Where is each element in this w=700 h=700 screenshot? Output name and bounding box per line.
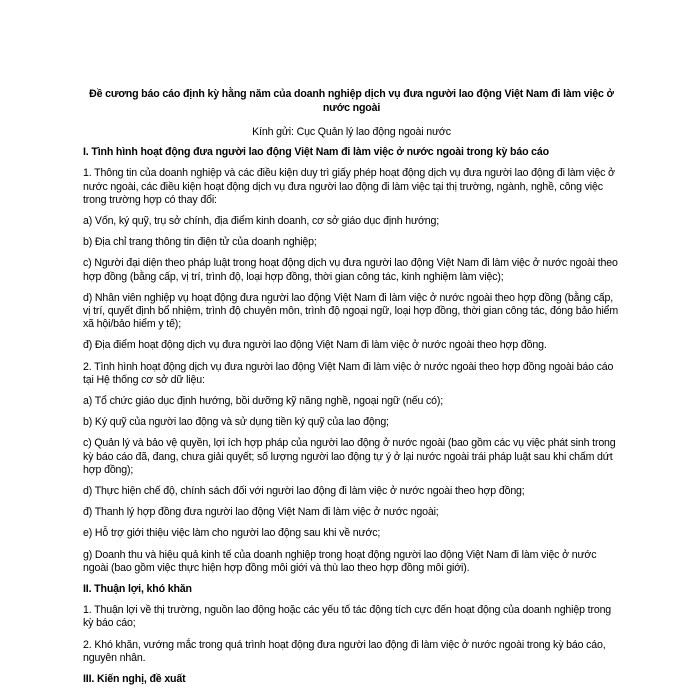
section-heading: I. Tình hình hoạt động đưa người lao động Việt Nam đi làm việc ở nước ngoài trong kỳ báo cáo: [83, 146, 549, 159]
section-heading: II. Thuận lợi, khó khăn: [83, 583, 192, 596]
paragraph: 2. Khó khăn, vướng mắc trong quá trình hoạt động đưa người lao động đi làm việc ở nước ngoài trong kỳ báo cáo, nguyên nhân.: [83, 638, 606, 664]
paragraph: đ) Địa điểm hoạt động dịch vụ đưa người lao động Việt Nam đi làm việc ở nước ngoài theo hợp đồng.: [83, 339, 547, 352]
paragraph: g) Doanh thu và hiệu quả kinh tế của doanh nghiệp trong hoạt động người lao động Việt Nam đi làm việc ở nước ngoài (bao gồm việc thực hiện hợp đồng môi giới và thù lao theo hợp đồng môi giới).: [83, 548, 597, 574]
paragraph: 1. Thông tin của doanh nghiệp và các điều kiện duy trì giấy phép hoạt động dịch vụ đưa người lao động đi làm việc ở nước ngoài, các điều kiện hoạt động dịch vụ đưa người lao động đi làm việc tại thị trường, ngành, nghề, công việc trong trường hợp có thay đổi:: [83, 167, 615, 206]
paragraph: e) Hỗ trợ giới thiệu việc làm cho người lao động sau khi về nước;: [83, 527, 381, 540]
document-title: Đề cương báo cáo định kỳ hằng năm của doanh nghiệp dịch vụ đưa người lao động Việt Nam đi làm việc ở nước ngoài: [89, 88, 614, 114]
recipient-line: Kính gửi: Cục Quản lý lao động ngoài nước: [252, 126, 451, 138]
section-heading: III. Kiến nghị, đề xuất: [83, 673, 186, 686]
paragraph: a) Vốn, ký quỹ, trụ sở chính, địa điểm kinh doanh, cơ sở giáo dục định hướng;: [83, 215, 440, 228]
paragraph: d) Thực hiện chế độ, chính sách đối với người lao động đi làm việc ở nước ngoài theo hợp đồng;: [83, 485, 525, 498]
paragraph: 1. Thuận lợi về thị trường, nguồn lao động hoặc các yếu tố tác động tích cực đến hoạt động của doanh nghiệp trong kỳ báo cáo;: [83, 604, 612, 630]
paragraph: d) Nhân viên nghiệp vụ hoạt động đưa người lao động Việt Nam đi làm việc ở nước ngoài theo hợp đồng (bằng cấp, vị trí, quyết định bổ nhiệm, trình độ chuyên môn, trình độ ngoại ngữ, loại hợp đồng, thời gian công tác, đóng bảo hiểm xã hội/bảo hiểm y tế);: [83, 291, 619, 331]
paragraph: c) Người đại diện theo pháp luật trong hoạt động dịch vụ đưa người lao động Việt Nam đi làm việc ở nước ngoài theo hợp đồng (bằng cấp, vị trí, trình độ, loại hợp đồng, thời gian công tác, kinh nghiệm làm việc);: [83, 257, 618, 283]
document-page: [83, 88, 620, 694]
document-body: [83, 146, 620, 686]
paragraph: c) Quản lý và bảo vệ quyền, lợi ích hợp pháp của người lao động ở nước ngoài (bao gồm các vụ việc phát sinh trong kỳ báo cáo đã, đang, chưa giải quyết; số lượng người lao động tự ý ở lại nước ngoài trái pháp luật sau khi chấm dứt hợp đồng);: [83, 437, 616, 476]
paragraph: b) Địa chỉ trang thông tin điện tử của doanh nghiệp;: [83, 236, 317, 249]
paragraph: 2. Tình hình hoạt động dịch vụ đưa người lao động Việt Nam đi làm việc ở nước ngoài theo hợp đồng ngoài báo cáo tại Hệ thống cơ sở dữ liệu:: [83, 360, 614, 386]
paragraph: đ) Thanh lý hợp đồng đưa người lao động Việt Nam đi làm việc ở nước ngoài;: [83, 506, 439, 519]
paragraph: a) Tổ chức giáo dục định hướng, bồi dưỡng kỹ năng nghề, ngoại ngữ (nếu có);: [83, 395, 444, 408]
paragraph: b) Ký quỹ của người lao động và sử dụng tiền ký quỹ của lao động;: [83, 416, 389, 429]
